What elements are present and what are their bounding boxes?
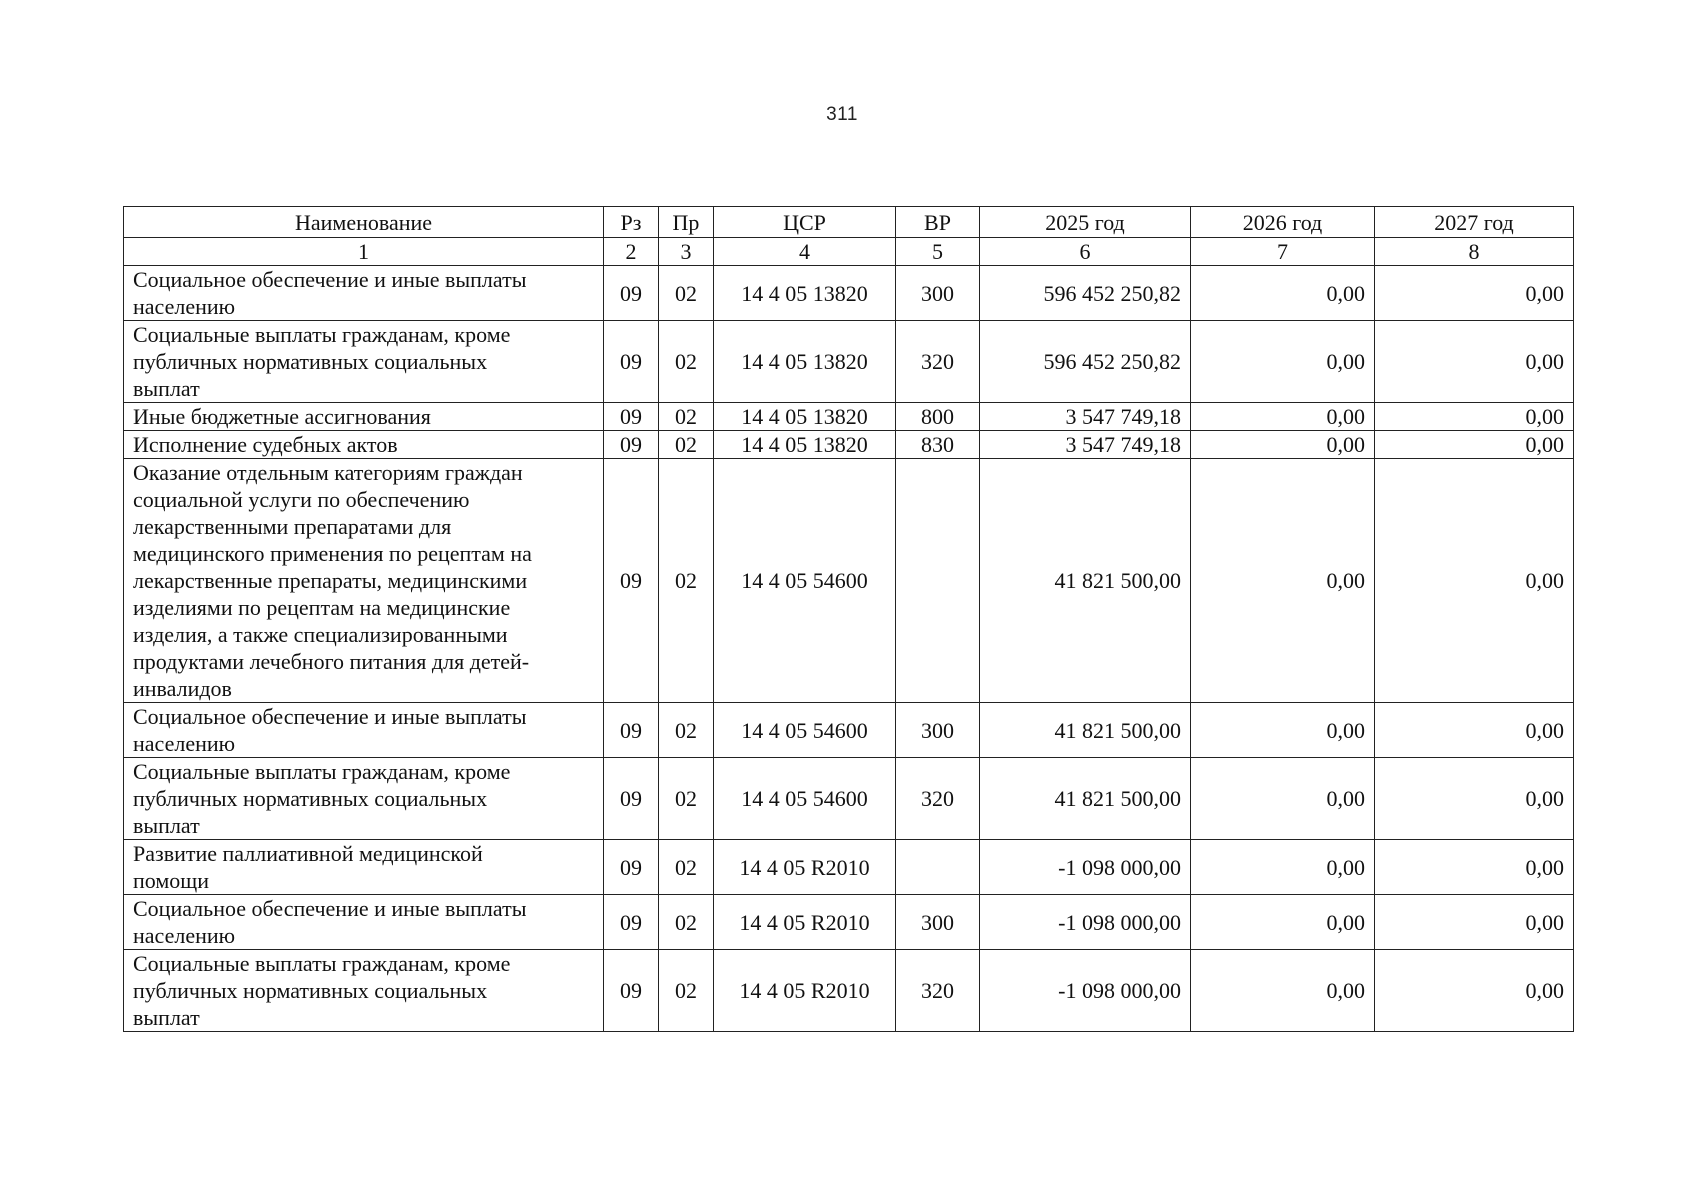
amount-2027-cell: 0,00 <box>1375 266 1574 321</box>
pr-cell: 02 <box>659 840 714 895</box>
csr-cell: 14 4 05 13820 <box>714 266 896 321</box>
header-cell-2026: 2026 год <box>1191 207 1375 238</box>
column-number-row <box>124 238 1574 266</box>
column-number-cell: 6 <box>980 238 1191 266</box>
name-line: лекарственные препараты, медицинскими <box>133 568 528 593</box>
name-cell <box>124 403 604 431</box>
rz-cell: 09 <box>604 840 659 895</box>
vr-cell <box>896 459 980 703</box>
csr-cell: 14 4 05 13820 <box>714 431 896 459</box>
amount-2027-cell: 0,00 <box>1375 431 1574 459</box>
table-row <box>124 895 1574 950</box>
table-row <box>124 403 1574 431</box>
vr-cell: 800 <box>896 403 980 431</box>
csr-cell: 14 4 05 R2010 <box>714 950 896 1032</box>
table-row <box>124 459 1574 703</box>
amount-2027-cell: 0,00 <box>1375 950 1574 1032</box>
name-line: социальной услуги по обеспечению <box>133 487 470 512</box>
name-line: Исполнение судебных актов <box>133 432 398 457</box>
amount-2027-cell: 0,00 <box>1375 459 1574 703</box>
amount-2025-cell: 41 821 500,00 <box>980 758 1191 840</box>
header-cell-2025: 2025 год <box>980 207 1191 238</box>
amount-2027-cell: 0,00 <box>1375 895 1574 950</box>
pr-cell: 02 <box>659 321 714 403</box>
rz-cell: 09 <box>604 758 659 840</box>
vr-cell: 300 <box>896 895 980 950</box>
name-line: Иные бюджетные ассигнования <box>133 404 431 429</box>
table-row <box>124 703 1574 758</box>
table-row <box>124 431 1574 459</box>
amount-2027-cell: 0,00 <box>1375 703 1574 758</box>
column-number-cell: 5 <box>896 238 980 266</box>
name-cell <box>124 459 604 703</box>
name-line: выплат <box>133 376 200 401</box>
amount-2026-cell: 0,00 <box>1191 895 1375 950</box>
rz-cell: 09 <box>604 431 659 459</box>
column-number-cell: 3 <box>659 238 714 266</box>
table-row <box>124 321 1574 403</box>
pr-cell: 02 <box>659 459 714 703</box>
amount-2025-cell: -1 098 000,00 <box>980 840 1191 895</box>
name-line: Развитие паллиативной медицинской <box>133 841 483 866</box>
amount-2026-cell: 0,00 <box>1191 321 1375 403</box>
pr-cell: 02 <box>659 703 714 758</box>
csr-cell: 14 4 05 54600 <box>714 758 896 840</box>
rz-cell: 09 <box>604 703 659 758</box>
name-cell <box>124 840 604 895</box>
name-cell <box>124 895 604 950</box>
amount-2025-cell: 596 452 250,82 <box>980 266 1191 321</box>
amount-2027-cell: 0,00 <box>1375 840 1574 895</box>
table-row <box>124 950 1574 1032</box>
amount-2026-cell: 0,00 <box>1191 266 1375 321</box>
amount-2025-cell: 41 821 500,00 <box>980 703 1191 758</box>
table-row <box>124 266 1574 321</box>
vr-cell: 300 <box>896 266 980 321</box>
amount-2026-cell: 0,00 <box>1191 459 1375 703</box>
table-row <box>124 758 1574 840</box>
csr-cell: 14 4 05 54600 <box>714 703 896 758</box>
name-line: публичных нормативных социальных <box>133 349 488 374</box>
rz-cell: 09 <box>604 895 659 950</box>
vr-cell: 300 <box>896 703 980 758</box>
header-cell-csr: ЦСР <box>714 207 896 238</box>
name-line: Социальные выплаты гражданам, кроме <box>133 951 511 976</box>
amount-2025-cell: -1 098 000,00 <box>980 895 1191 950</box>
name-line: изделия, а также специализированными <box>133 622 508 647</box>
amount-2026-cell: 0,00 <box>1191 403 1375 431</box>
name-line: продуктами лечебного питания для детей- <box>133 649 530 674</box>
rz-cell: 09 <box>604 459 659 703</box>
name-cell <box>124 266 604 321</box>
amount-2026-cell: 0,00 <box>1191 703 1375 758</box>
column-number-cell: 8 <box>1375 238 1574 266</box>
name-cell <box>124 758 604 840</box>
column-number-cell: 1 <box>124 238 604 266</box>
column-number-cell: 2 <box>604 238 659 266</box>
rz-cell: 09 <box>604 403 659 431</box>
name-line: Оказание отдельным категориям граждан <box>133 460 523 485</box>
name-cell <box>124 431 604 459</box>
column-number-cell: 4 <box>714 238 896 266</box>
header-row <box>124 207 1574 238</box>
pr-cell: 02 <box>659 266 714 321</box>
page-number: 311 <box>826 104 858 125</box>
name-line: Социальные выплаты гражданам, кроме <box>133 759 511 784</box>
csr-cell: 14 4 05 54600 <box>714 459 896 703</box>
csr-cell: 14 4 05 R2010 <box>714 895 896 950</box>
pr-cell: 02 <box>659 950 714 1032</box>
pr-cell: 02 <box>659 895 714 950</box>
column-number-cell: 7 <box>1191 238 1375 266</box>
name-line: медицинского применения по рецептам на <box>133 541 532 566</box>
vr-cell: 320 <box>896 950 980 1032</box>
pr-cell: 02 <box>659 758 714 840</box>
name-line: Социальные выплаты гражданам, кроме <box>133 322 511 347</box>
amount-2026-cell: 0,00 <box>1191 950 1375 1032</box>
vr-cell: 830 <box>896 431 980 459</box>
table-row <box>124 840 1574 895</box>
name-line: Социальное обеспечение и иные выплаты <box>133 704 527 729</box>
name-line: инвалидов <box>133 676 232 701</box>
name-line: выплат <box>133 813 200 838</box>
budget-table <box>123 206 1574 1032</box>
header-cell-rz: Рз <box>604 207 659 238</box>
rz-cell: 09 <box>604 266 659 321</box>
table-body <box>124 207 1574 1032</box>
name-cell <box>124 703 604 758</box>
vr-cell: 320 <box>896 758 980 840</box>
amount-2025-cell: 3 547 749,18 <box>980 431 1191 459</box>
amount-2025-cell: 3 547 749,18 <box>980 403 1191 431</box>
rz-cell: 09 <box>604 321 659 403</box>
name-line: изделиями по рецептам на медицинские <box>133 595 511 620</box>
header-cell-vr: ВР <box>896 207 980 238</box>
header-cell-pr: Пр <box>659 207 714 238</box>
name-cell <box>124 321 604 403</box>
pr-cell: 02 <box>659 403 714 431</box>
name-line: Социальное обеспечение и иные выплаты <box>133 267 527 292</box>
name-line: населению <box>133 731 236 756</box>
amount-2025-cell: 41 821 500,00 <box>980 459 1191 703</box>
header-cell-2027: 2027 год <box>1375 207 1574 238</box>
name-line: публичных нормативных социальных <box>133 978 488 1003</box>
amount-2027-cell: 0,00 <box>1375 403 1574 431</box>
name-line: выплат <box>133 1005 200 1030</box>
csr-cell: 14 4 05 13820 <box>714 321 896 403</box>
amount-2026-cell: 0,00 <box>1191 431 1375 459</box>
csr-cell: 14 4 05 R2010 <box>714 840 896 895</box>
csr-cell: 14 4 05 13820 <box>714 403 896 431</box>
name-line: населению <box>133 294 236 319</box>
amount-2025-cell: 596 452 250,82 <box>980 321 1191 403</box>
name-line: лекарственными препаратами для <box>133 514 452 539</box>
pr-cell: 02 <box>659 431 714 459</box>
name-cell <box>124 950 604 1032</box>
amount-2027-cell: 0,00 <box>1375 321 1574 403</box>
rz-cell: 09 <box>604 950 659 1032</box>
name-line: населению <box>133 923 236 948</box>
amount-2027-cell: 0,00 <box>1375 758 1574 840</box>
name-line: публичных нормативных социальных <box>133 786 488 811</box>
vr-cell <box>896 840 980 895</box>
name-line: Социальное обеспечение и иные выплаты <box>133 896 527 921</box>
amount-2025-cell: -1 098 000,00 <box>980 950 1191 1032</box>
amount-2026-cell: 0,00 <box>1191 840 1375 895</box>
header-cell-name: Наименование <box>124 207 604 238</box>
name-line: помощи <box>133 868 209 893</box>
vr-cell: 320 <box>896 321 980 403</box>
amount-2026-cell: 0,00 <box>1191 758 1375 840</box>
